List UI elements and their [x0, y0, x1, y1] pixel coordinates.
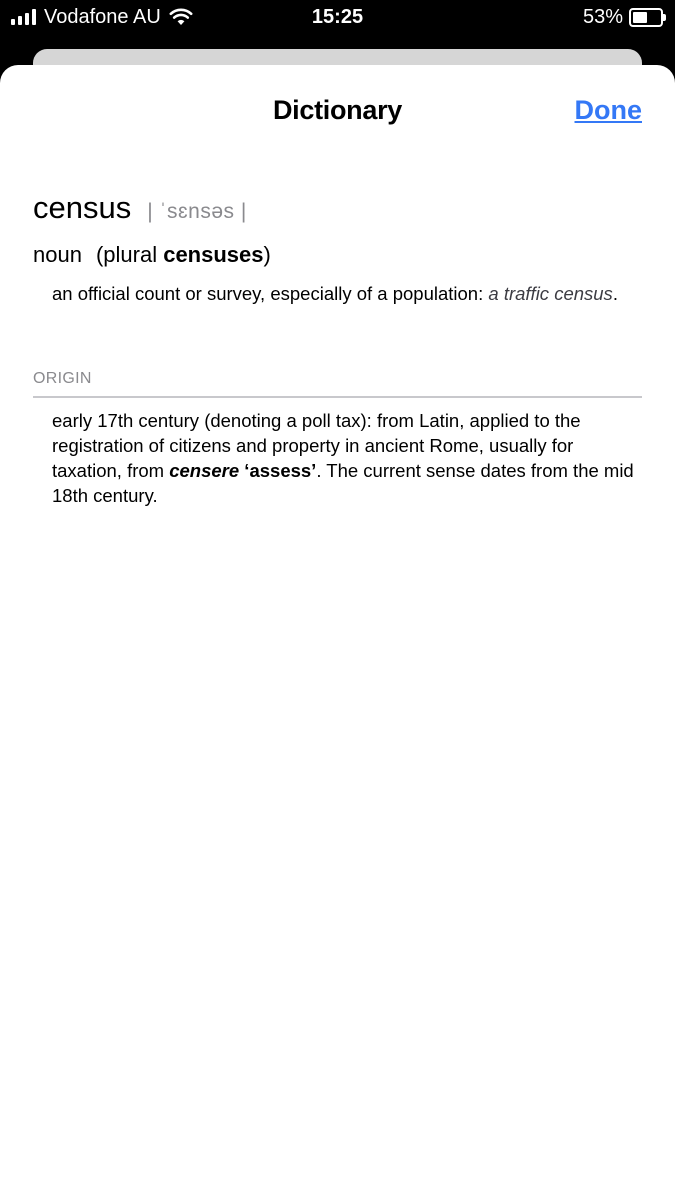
definition [52, 281, 632, 306]
origin-text [52, 408, 647, 508]
battery-percent: 53% [582, 5, 623, 28]
pronunciation: | ˈsɛnsəs | [147, 200, 247, 223]
done-button[interactable]: Done [574, 95, 642, 125]
status-bar [0, 0, 675, 40]
origin-etymon: censere [169, 460, 240, 481]
battery-tip [663, 14, 666, 21]
origin-text-part-2: . The current sense dates from the mid 18th century. [52, 460, 634, 506]
headword-row [33, 190, 247, 226]
plural-open: (plural [95, 242, 164, 267]
plural-close: ) [263, 242, 271, 267]
status-right [583, 6, 663, 28]
part-of-speech: noun [33, 242, 82, 267]
definition-example: a traffic census [488, 283, 613, 304]
origin-heading: ORIGIN [33, 370, 92, 387]
page-title: Dictionary [272, 95, 403, 125]
carrier-name: Vodafone AU [44, 5, 161, 28]
origin-divider [33, 396, 642, 398]
battery-icon [629, 8, 663, 27]
origin-gloss: ‘assess’ [239, 460, 317, 481]
part-of-speech-row [33, 242, 271, 268]
definition-text: an official count or survey, especially of a population: [52, 283, 489, 304]
origin-text-part-1: early 17th century (denoting a poll tax): from Latin, applied to the registration of citizens and property in ancient Rome, usually for taxation, from [52, 410, 581, 481]
plural-form: censuses [163, 242, 264, 267]
headword: census [33, 190, 132, 225]
definition-end: . [612, 283, 618, 304]
dictionary-sheet [0, 65, 675, 1200]
battery-level-fill [633, 12, 647, 23]
status-time: 15:25 [311, 6, 364, 28]
